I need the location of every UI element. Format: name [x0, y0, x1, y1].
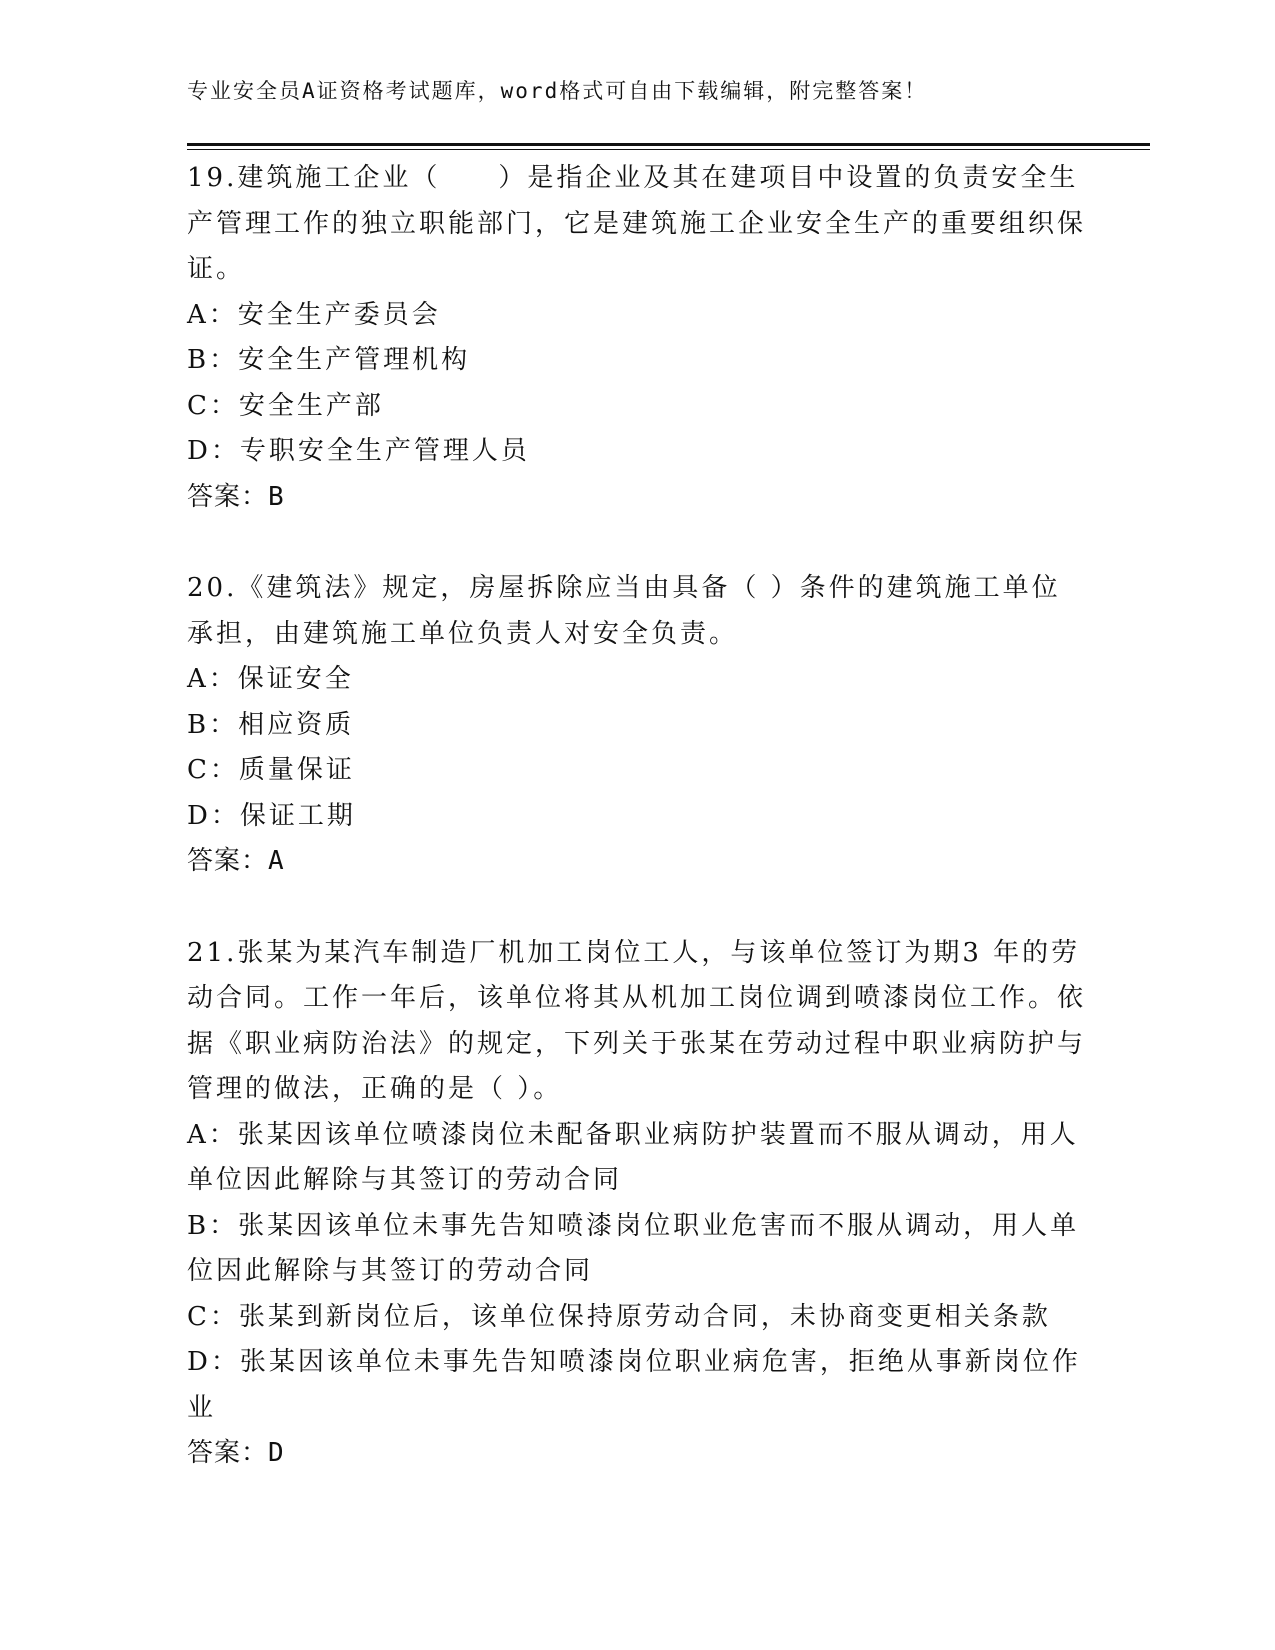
option-d: D：保证工期	[187, 800, 356, 831]
option-a: A：张某因该单位喷漆岗位未配备职业病防护装置而不服从调动，用人单位因此解除与其签订的劳动合同	[187, 1119, 1079, 1195]
answer-line	[187, 475, 1087, 521]
answer-label: 答案：	[187, 1438, 269, 1468]
option-b: B：安全生产管理机构	[187, 345, 471, 375]
answer-label: 答案：	[187, 846, 269, 876]
option-c: C：质量保证	[187, 755, 355, 785]
option-a: A：保证安全	[187, 664, 354, 694]
answer-value: B	[268, 481, 285, 512]
question-19	[187, 156, 1087, 520]
answer-value: D	[268, 1438, 285, 1468]
option-b: B：张某因该单位未事先告知喷漆岗位职业危害而不服从调动，用人单位因此解除与其签订的劳动合同	[187, 1210, 1080, 1286]
option-d: D：专职安全生产管理人员	[187, 436, 530, 466]
option-c: C：安全生产部	[187, 390, 384, 421]
option-a: A：安全生产委员会	[187, 299, 441, 330]
question-text: 20.《建筑法》规定，房屋拆除应当由具备（ ）条件的建筑施工单位承担，由建筑施工单位负责人对安全负责。	[187, 573, 1061, 649]
option-b: B：相应资质	[187, 709, 355, 740]
question-text: 19.建筑施工企业（ ）是指企业及其在建项目中设置的负责安全生产管理工作的独立职能部门，它是建筑施工企业安全生产的重要组织保证。	[187, 163, 1087, 284]
page-header: 专业安全员A证资格考试题库，word格式可自由下载编辑，附完整答案！	[187, 79, 928, 103]
question-21	[187, 931, 1087, 1477]
answer-line	[187, 1431, 1087, 1477]
answer-line	[187, 839, 1087, 885]
question-text: 21.张某为某汽车制造厂机加工岗位工人，与该单位签订为期3 年的劳动合同。工作一年后，该单位将其从机加工岗位调到喷漆岗位工作。依据《职业病防治法》的规定，下列关于张某在劳动过程中职业病防护与管理的做法，正确的是（ ）。	[187, 937, 1087, 1104]
question-20	[187, 566, 1087, 885]
question-list	[187, 156, 1087, 1523]
answer-value: A	[268, 846, 285, 876]
answer-label: 答案：	[187, 481, 269, 512]
option-d: D：张某因该单位未事先告知喷漆岗位职业病危害，拒绝从事新岗位作业	[187, 1347, 1081, 1423]
header-divider-thick	[187, 143, 1150, 146]
option-c: C：张某到新岗位后，该单位保持原劳动合同，未协商变更相关条款	[187, 1301, 1051, 1332]
header-divider-thin	[187, 149, 1150, 150]
